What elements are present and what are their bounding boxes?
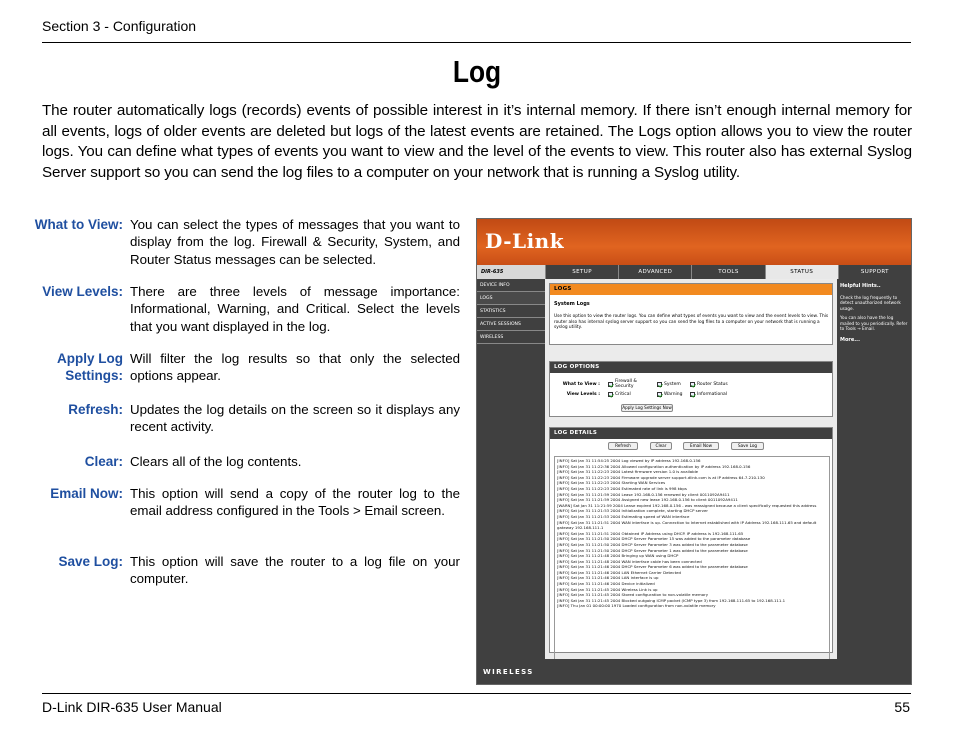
term-line-2: Settings: [65, 368, 123, 383]
sidebar-item-logs[interactable]: LOGS [477, 292, 545, 305]
clear-button[interactable]: Clear [650, 442, 672, 450]
term-label: Email Now: [50, 486, 123, 501]
term-description: There are three levels of message importance: Informational, Warning, and Critical. Select the levels that you want displayed in the log. [130, 284, 460, 334]
checkbox-warning[interactable] [657, 392, 662, 397]
footer-page-number: 55 [894, 699, 910, 715]
apply-log-settings-button[interactable]: Apply Log Settings Now [622, 405, 672, 410]
term-line-1: Apply Log [57, 351, 123, 366]
more-link[interactable]: More... [840, 337, 860, 344]
bottom-rule [42, 693, 911, 694]
option-router-status: Router Status [697, 381, 728, 387]
log-line: [INFO] Sat Jan 31 11:54:25 2004 Log viewed by IP address 192.168.0.156 [557, 458, 701, 463]
log-line: [INFO] Thu Jan 01 00:00:00 1970 Loaded configuration from non-volatile memory [557, 603, 716, 609]
log-line: [INFO] Sat Jan 31 11:21:59 2004 Lease 192.168.0.156 renewed by client 0011092A9411 [557, 491, 730, 497]
tab-setup[interactable]: SETUP [545, 265, 618, 279]
option-warning: Warning [664, 392, 683, 397]
refresh-button[interactable]: Refresh [608, 442, 638, 450]
router-main-panel [545, 279, 837, 659]
term-label: View Levels: [42, 284, 123, 299]
sidebar-item-wireless[interactable]: WIRELESS [477, 331, 545, 344]
log-line: [INFO] Sat Jan 31 11:21:50 2004 DHCP Server Parameter 1 was added to the parameter database [557, 547, 748, 553]
term-label: Save Log: [58, 554, 123, 569]
log-line: [WARN] Sat Jan 31 11:21:59 2004 Lease expired 192.168.0.156 - was reassigned because a client specifically requested this address [557, 502, 817, 508]
what-to-view-label: What to View : [562, 381, 600, 387]
option-system: System [664, 381, 681, 387]
tab-advanced[interactable]: ADVANCED [618, 265, 691, 279]
log-lines[interactable] [554, 456, 830, 664]
log-line: [INFO] Sat Jan 31 11:21:46 2004 Device initialized [557, 581, 655, 587]
option-critical: Critical [615, 392, 631, 397]
helpful-hints-title: Helpful Hints.. [840, 283, 881, 289]
log-line: [INFO] Sat Jan 31 11:21:53 2004 Estimating speed of WAN interface [557, 513, 690, 519]
log-line: [INFO] Sat Jan 31 11:21:48 2004 WAN interface cable has been connected [557, 558, 702, 564]
checkbox-critical[interactable] [608, 392, 613, 397]
log-line: [INFO] Sat Jan 31 11:22:23 2004 Starting WAN Services [557, 480, 666, 486]
model-label: DIR-635 [477, 265, 545, 279]
sidebar-item-statistics[interactable]: STATISTICS [477, 305, 545, 318]
term-description: This option will save the router to a log file on your computer. [130, 554, 460, 587]
email-now-button[interactable]: Email Now [683, 442, 719, 450]
log-line: [INFO] Sat Jan 31 11:21:45 2004 Blocked outgoing ICMP packet (ICMP type 3) from 192.168.111.65 to 192.168.111.1 [557, 597, 786, 603]
log-line: [INFO] Sat Jan 31 11:22:23 2004 Firmware upgrade server support.dlink.com is at IP address 64.7.210.130 [557, 474, 765, 480]
log-line: [INFO] Sat Jan 31 11:21:46 2004 LAN interface is up [557, 575, 659, 581]
log-line: [INFO] Sat Jan 31 11:22:23 2004 Estimated rate of link is 998 kbps [557, 485, 687, 491]
term-description: You can select the types of messages that you want to display from the log. Firewall & Security, System, and Router Status messages can be selected. [130, 217, 460, 267]
tab-support[interactable]: SUPPORT [838, 265, 911, 279]
intro-paragraph: The router automatically logs (records) events of possible interest in it’s internal memory. If there isn’t enough internal memory for all events, logs of older events are deleted but logs of the latest events are retained. The Logs option allows you to view the router logs. You can define what types of events you want to view and the level of the events to view. This router also has external Syslog Server support so you can send the log files to a computer on your network that is running a Syslog utility. [42, 102, 912, 181]
logs-info-text: Use this option to view the router logs. You can define what types of events you want to view and the event levels to view. This router also has internal syslog server support so you can send the log files to a computer on your network that is running a syslog utility. [554, 314, 829, 331]
top-rule [42, 42, 911, 43]
tab-tools[interactable]: TOOLS [691, 265, 764, 279]
log-details-head: LOG DETAILS [550, 428, 832, 439]
router-nav-bar [477, 265, 911, 279]
log-line: [INFO] Sat Jan 31 11:22:23 2004 Latest firmware version 1.0 is available [557, 469, 699, 475]
dlink-logo: D-Link [485, 229, 565, 253]
log-line: [INFO] Sat Jan 31 11:21:46 2004 DHCP Server Parameter 6 was added to the parameter database [557, 564, 748, 570]
section-header: Section 3 - Configuration [42, 18, 197, 34]
term-description: Updates the log details on the screen so it displays any recent activity. [130, 402, 460, 435]
router-footer-bar [477, 659, 911, 684]
option-informational: Informational [697, 392, 728, 397]
logs-box-head: LOGS [550, 284, 832, 295]
log-line: [INFO] Sat Jan 31 11:22:36 2004 Allowed configuration authentication by IP address 192.168.0.156 [557, 463, 751, 469]
router-sidebar [477, 279, 545, 659]
option-firewall: Firewall & Security [615, 379, 637, 389]
view-levels-row [554, 392, 737, 397]
sidebar-item-device-info[interactable]: DEVICE INFO [477, 279, 545, 292]
sidebar-item-active-sessions[interactable]: ACTIVE SESSIONS [477, 318, 545, 331]
log-line: [INFO] Sat Jan 31 11:21:50 2004 DHCP Server Parameter 15 was added to the parameter database [557, 536, 751, 542]
router-banner [477, 219, 911, 265]
router-screenshot [476, 218, 912, 685]
log-line: [INFO] Sat Jan 31 11:21:50 2004 DHCP Server Parameter 3 was added to the parameter database [557, 541, 748, 547]
helpful-hint-1: Check the log frequently to detect unauthorized network usage. [840, 295, 901, 311]
log-line: [INFO] Sat Jan 31 11:21:48 2004 Bringing up WAN using DHCP [557, 553, 679, 559]
log-details-box [549, 427, 833, 653]
router-tabs [545, 265, 911, 279]
term-label [0, 350, 123, 384]
term-label: Refresh: [68, 402, 123, 417]
tab-status[interactable]: STATUS [765, 265, 838, 279]
save-log-button[interactable]: Save Log [731, 442, 764, 450]
term-description: Will filter the log results so that only the selected options appear. [130, 351, 460, 384]
log-line: [INFO] Sat Jan 31 11:21:53 2004 Initialization complete, starting DHCP server [557, 508, 708, 514]
footer-manual-name: D-Link DIR-635 User Manual [42, 699, 222, 715]
log-line: [INFO] Sat Jan 31 11:21:46 2004 LAN Ethernet Carrier Detected [557, 569, 681, 575]
log-line: [INFO] Sat Jan 31 11:21:59 2004 Assigned new lease 192.168.0.156 to client 0011092A9411 [557, 497, 738, 503]
checkbox-router-status[interactable] [690, 382, 695, 387]
log-line: [INFO] Sat Jan 31 11:21:51 2004 WAN interface is up. Connection to Internet established with IP Address 192.168.111.65 and default gateway 192.168.111.1 [557, 519, 817, 531]
checkbox-informational[interactable] [690, 392, 695, 397]
what-to-view-row [554, 379, 737, 389]
checkbox-system[interactable] [657, 382, 662, 387]
helpful-hint-2: You can also have the log mailed to you periodically. Refer to Tools → Email. [840, 315, 908, 332]
helpful-hints-panel [837, 279, 911, 659]
term-description: Clears all of the log contents. [130, 454, 302, 469]
log-line: [INFO] Sat Jan 31 11:21:45 2004 Wireless Link is up [557, 586, 658, 592]
wireless-label: WIRELESS [483, 668, 534, 676]
view-levels-label: View Levels : [566, 392, 600, 397]
term-label: What to View: [34, 217, 123, 232]
term-description: This option will send a copy of the router log to the email address configured in the Tools > Email screen. [130, 486, 460, 519]
page-title: Log [452, 54, 502, 89]
term-label: Clear: [84, 454, 123, 469]
log-options-head: LOG OPTIONS [550, 362, 832, 373]
log-line: [INFO] Sat Jan 31 11:21:45 2004 Stored configuration to non-volatile memory [557, 592, 709, 598]
log-options-box [549, 361, 833, 417]
log-line: [INFO] Sat Jan 31 11:21:51 2004 Obtained IP Address using DHCP. IP address is 192.168.111.65 [557, 530, 744, 536]
system-logs-subtitle: System Logs [554, 301, 590, 307]
logs-info-box [549, 283, 833, 345]
checkbox-firewall[interactable] [608, 382, 613, 387]
